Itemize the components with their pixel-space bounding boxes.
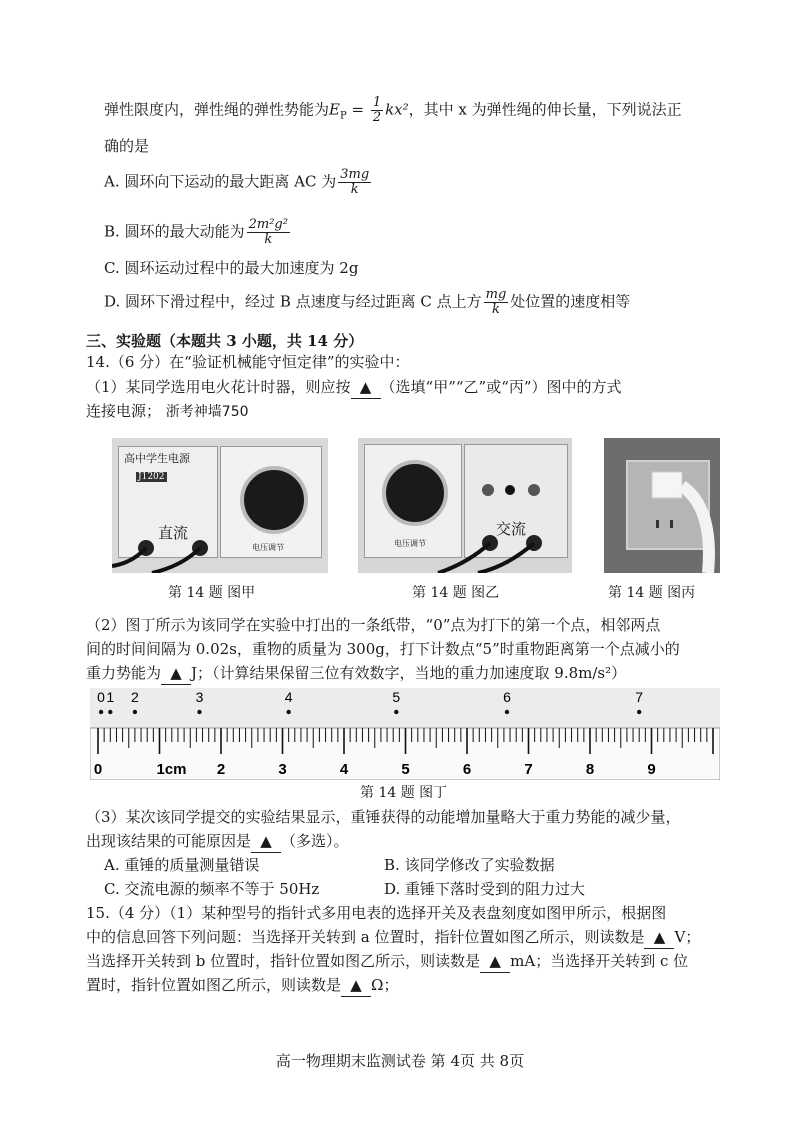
tape-point-label: 0 <box>97 689 105 705</box>
ruler-label: 7 <box>524 761 533 778</box>
tape-dot <box>505 710 509 714</box>
q14-option-b: B. 该同学修改了实验数据 <box>384 856 555 874</box>
tape-point-label: 7 <box>635 689 644 705</box>
option-b: B. 圆环的最大动能为 $\frac{\text{2m²g²}}{k}$ <box>104 217 288 247</box>
option-a: A. 圆环向下运动的最大距离 AC 为 $\frac{3mg}{k}$ <box>104 167 370 197</box>
intro-line-1: 弹性限度内，弹性绳的弹性势能为$E_P$ = $\frac{1}{2}$ kx²，其中 x 为弹性绳的伸长量，下列说法正 <box>104 95 682 125</box>
tape-dot <box>637 710 641 714</box>
q14-option-a: A. 重锤的质量测量错误 <box>104 856 260 874</box>
answer-blank: ▲ <box>644 926 674 949</box>
ruler-label: 4 <box>339 761 349 778</box>
q14-part2-line2: 间的时间间隔为 0.02s，重物的质量为 300g，打下计数点“5”时重物距离第一个点减小的 <box>86 640 680 658</box>
photo-yi: 电压调节 交流 <box>358 438 572 573</box>
ruler-label: 3 <box>278 761 287 778</box>
tape-dot <box>394 710 398 714</box>
tape-dot <box>99 710 103 714</box>
fraction: $\frac{mg}{k}$ <box>485 287 507 317</box>
fraction: $\frac{1}{2}$ <box>372 95 382 125</box>
photo-bing <box>604 438 720 573</box>
tape-point-label: 2 <box>131 689 139 705</box>
ruler-label: 0 <box>93 761 103 778</box>
section-title: 三、实验题（本题共 3 小题，共 14 分） <box>86 332 364 350</box>
caption-jia: 第 14 题 图甲 <box>168 585 256 601</box>
tape-dot <box>197 710 201 714</box>
q14-option-c: C. 交流电源的频率不等于 50Hz <box>104 880 320 898</box>
answer-blank: ▲ <box>161 662 191 685</box>
tape-point-label: 1 <box>106 689 115 705</box>
q14-title: 14.（6 分）在“验证机械能守恒定律”的实验中： <box>86 353 410 371</box>
ruler-label: 8 <box>585 761 595 778</box>
tape-point-label: 3 <box>195 689 204 705</box>
q15-line1: 15.（4 分）（1）某种型号的指针式多用电表的选择开关及表盘刻度如图甲所示，根据图 <box>86 904 667 922</box>
tape-dot <box>108 710 112 714</box>
tape-ruler-figure <box>90 688 720 780</box>
q14-part1-line1: （1）某同学选用电火花计时器，则应按 ▲ （选填“甲”“乙”或“丙”）图中的方式 <box>86 376 622 399</box>
ruler-label: 2 <box>216 761 226 778</box>
answer-blank: ▲ <box>480 950 510 973</box>
q15-line4: 置时，指针位置如图乙所示，则读数是 ▲ Ω； <box>86 974 398 997</box>
ruler-label: 6 <box>462 761 472 778</box>
ruler-label: 1cm <box>156 761 187 778</box>
option-c: C. 圆环运动过程中的最大加速度为 2g <box>104 259 359 277</box>
q14-part2-line1: （2）图丁所示为该同学在实验中打出的一条纸带，“0”点为打下的第一个点，相邻两点 <box>86 616 661 634</box>
caption-bing: 第 14 题 图丙 <box>608 585 696 601</box>
caption-yi: 第 14 题 图乙 <box>412 585 500 601</box>
q14-option-d: D. 重锤下落时受到的阻力过大 <box>384 880 586 898</box>
ruler-label: 9 <box>647 761 656 778</box>
tape-point-label: 6 <box>503 689 511 705</box>
fraction: $\frac{\text{2m²g²}}{k}$ <box>248 217 288 247</box>
photo-jia: 高中学生电源 J1202 电压调节 直流 <box>112 438 328 573</box>
tape-dot <box>133 710 137 714</box>
caption-ding: 第 14 题 图丁 <box>360 785 448 801</box>
answer-blank: ▲ <box>351 376 381 399</box>
q14-part1-line2: 连接电源； 浙考神墙750 <box>86 402 249 420</box>
tape-point-label: 4 <box>284 689 293 705</box>
q15-line2: 中的信息回答下列问题：当选择开关转到 a 位置时，指针位置如图乙所示，则读数是 ▲ V； <box>86 926 700 949</box>
answer-blank: ▲ <box>251 830 281 853</box>
intro-line-2: 确的是 <box>104 137 150 155</box>
fraction: $\frac{3mg}{k}$ <box>340 167 370 197</box>
tape-dot <box>286 710 290 714</box>
q14-part3-line1: （3）某次该同学提交的实验结果显示，重锤获得的动能增加量略大于重力势能的减少量， <box>86 808 681 826</box>
q14-part3-line2: 出现该结果的可能原因是 ▲ （多选）。 <box>86 830 349 853</box>
q15-line3: 当选择开关转到 b 位置时，指针位置如图乙所示，则读数是 ▲ mA；当选择开关转到 c 位 <box>86 950 688 973</box>
option-d: D. 圆环下滑过程中，经过 B 点速度与经过距离 C 点上方 $\frac{mg}{k}$ 处位置的速度相等 <box>104 287 631 317</box>
q14-part2-line3: 重力势能为 ▲ J；（计算结果保留三位有效数字，当地的重力加速度取 9.8m/s²） <box>86 662 626 685</box>
answer-blank: ▲ <box>341 974 371 997</box>
page-footer: 高一物理期末监测试卷 第 4页 共 8页 <box>275 1052 525 1070</box>
ruler-label: 5 <box>401 761 410 778</box>
tape-point-label: 5 <box>392 689 401 705</box>
